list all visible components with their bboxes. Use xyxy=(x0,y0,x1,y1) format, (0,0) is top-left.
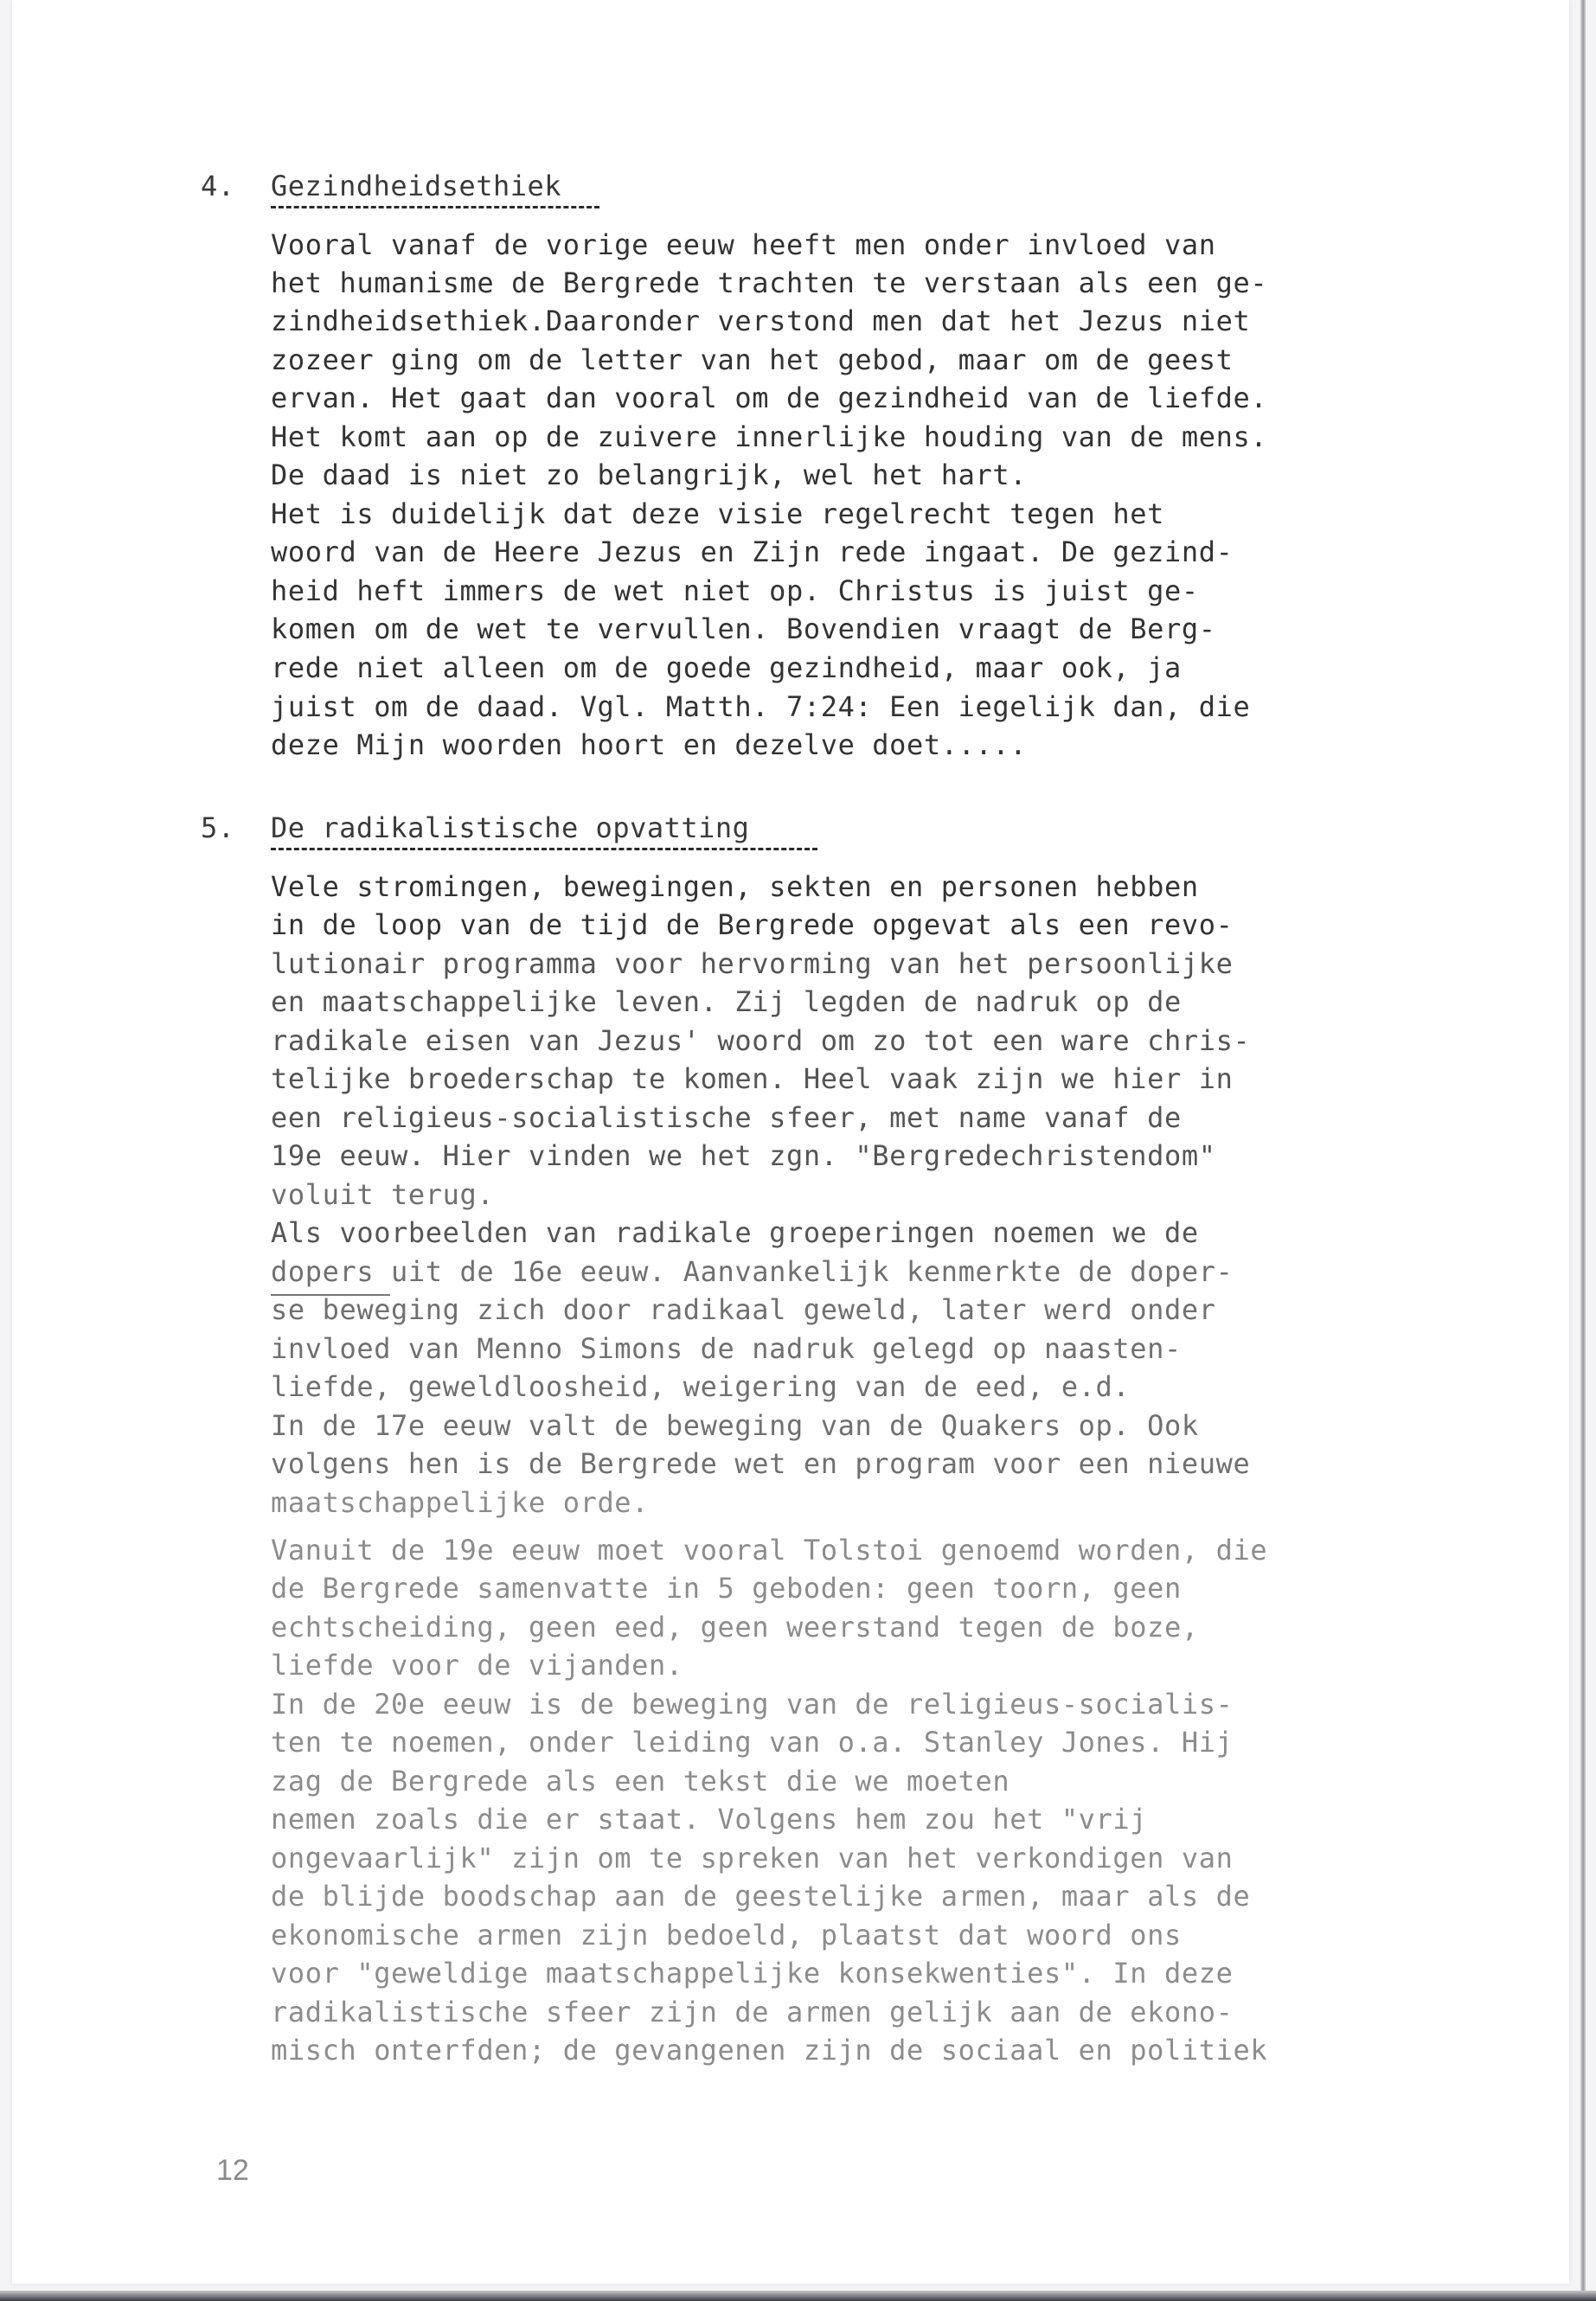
text-line: het humanisme de Bergrede trachten te verstaan als een ge- xyxy=(271,266,1268,299)
text-line: liefde voor de vijanden. xyxy=(271,1649,683,1682)
text-line: 19e eeuw. Hier vinden we het zgn. "Bergredechristendom" xyxy=(271,1139,1216,1172)
page-edge-shadow xyxy=(1580,0,1586,2301)
text-line: zozeer ging om de letter van het gebod, maar om de geest xyxy=(271,343,1234,376)
text-line: radikalistische sfeer zijn de armen gelijk aan de ekono- xyxy=(271,1996,1234,2029)
text-line: een religieus-socialistische sfeer, met name vanaf de xyxy=(271,1101,1182,1134)
text-line: in de loop van de tijd de Bergrede opgevat als een revo- xyxy=(271,908,1234,941)
text-line: en maatschappelijke leven. Zij legden de nadruk op de xyxy=(271,985,1182,1018)
heading-underline xyxy=(271,848,817,850)
text-line: misch onterfden; de gevangenen zijn de sociaal en politiek xyxy=(271,2034,1268,2067)
text-line: Het komt aan op de zuivere innerlijke houding van de mens. xyxy=(271,420,1268,453)
section-number: 4. xyxy=(201,170,235,202)
text-line: Vanuit de 19e eeuw moet vooral Tolstoi genoemd worden, die xyxy=(271,1534,1268,1567)
text-line: juist om de daad. Vgl. Matth. 7:24: Een iegelijk dan, die xyxy=(271,690,1251,723)
text-line: liefde, geweldloosheid, weigering van de eed, e.d. xyxy=(271,1370,1131,1403)
text-line: Vooral vanaf de vorige eeuw heeft men onder invloed van xyxy=(271,228,1216,261)
text-line: invloed van Menno Simons de nadruk gelegd op naasten- xyxy=(271,1332,1182,1365)
text-line: ongevaarlijk" zijn om te spreken van het verkondigen van xyxy=(271,1842,1234,1875)
text-line: deze Mijn woorden hoort en dezelve doet..... xyxy=(271,728,1028,761)
text-line: ekonomische armen zijn bedoeld, plaatst dat woord ons xyxy=(271,1919,1182,1952)
text-line: Het is duidelijk dat deze visie regelrecht tegen het xyxy=(271,497,1165,530)
text-line: De daad is niet zo belangrijk, wel het hart. xyxy=(271,458,1028,491)
text-line: rede niet alleen om de goede gezindheid, maar ook, ja xyxy=(271,651,1182,684)
section-number: 5. xyxy=(201,811,235,844)
text-line: maatschappelijke orde. xyxy=(271,1486,650,1519)
text-line: de blijde boodschap aan de geestelijke armen, maar als de xyxy=(271,1880,1251,1913)
text-line: voluit terug. xyxy=(271,1178,495,1211)
text-line: zag de Bergrede als een tekst die we moeten xyxy=(271,1765,1010,1798)
text-line: radikale eisen van Jezus' woord om zo tot een ware chris- xyxy=(271,1024,1251,1057)
text-line: ervan. Het gaat dan vooral om de gezindheid van de liefde. xyxy=(271,381,1268,414)
text-line: woord van de Heere Jezus en Zijn rede ingaat. De gezind- xyxy=(271,535,1234,568)
text-line: Vele stromingen, bewegingen, sekten en personen hebben xyxy=(271,870,1199,903)
text-line: se beweging zich door radikaal geweld, later werd onder xyxy=(271,1293,1216,1326)
text-line: In de 20e eeuw is de beweging van de religieus-socialis- xyxy=(271,1688,1234,1721)
page-number: 12 xyxy=(216,2154,249,2187)
text-line: In de 17e eeuw valt de beweging van de Quakers op. Ook xyxy=(271,1409,1199,1442)
text-line: de Bergrede samenvatte in 5 geboden: geen toorn, geen xyxy=(271,1572,1182,1605)
text-line: dopers uit de 16e eeuw. Aanvankelijk kenmerkte de doper- xyxy=(271,1255,1234,1288)
text-line: komen om de wet te vervullen. Bovendien vraagt de Berg- xyxy=(271,612,1216,645)
text-line: lutionair programma voor hervorming van het persoonlijke xyxy=(271,947,1234,980)
text-line: ten te noemen, onder leiding van o.a. Stanley Jones. Hij xyxy=(271,1726,1234,1759)
text-line: telijke broederschap te komen. Heel vaak zijn we hier in xyxy=(271,1062,1234,1095)
text-line: nemen zoals die er staat. Volgens hem zou het "vrij xyxy=(271,1803,1148,1836)
page-bottom-edge xyxy=(0,2291,1596,2301)
section-heading: De radikalistische opvatting xyxy=(271,811,750,844)
text-line: volgens hen is de Bergrede wet en program voor een nieuwe xyxy=(271,1447,1251,1480)
text-line: heid heft immers de wet niet op. Christus is juist ge- xyxy=(271,574,1199,607)
heading-underline xyxy=(271,206,599,208)
section-heading: Gezindheidsethiek xyxy=(271,170,562,202)
text-line: zindheidsethiek.Daaronder verstond men dat het Jezus niet xyxy=(271,304,1251,337)
text-line: Als voorbeelden van radikale groeperingen noemen we de xyxy=(271,1216,1199,1249)
text-line: voor "geweldige maatschappelijke konsekwenties". In deze xyxy=(271,1957,1234,1990)
text-line: echtscheiding, geen eed, geen weerstand tegen de boze, xyxy=(271,1611,1199,1644)
